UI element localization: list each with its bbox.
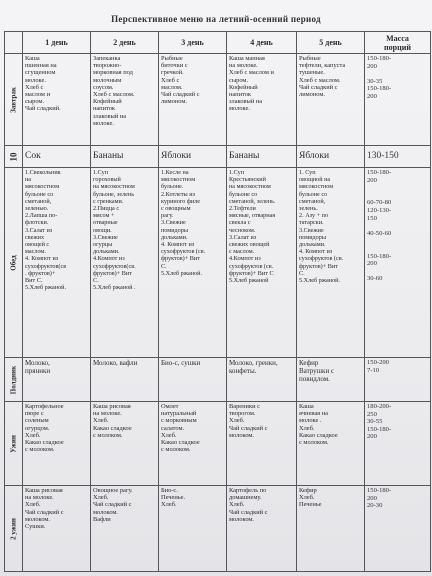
menu-cell: Рыбные тефтели, капуста тушеные. Хлеб с маслом. Чай сладкий с лимоном. [297, 54, 365, 146]
header-day-3: 3 день [159, 32, 227, 54]
menu-cell: Яблоки [159, 146, 227, 168]
mass-cell: 180-200- 250 30-55 150-180- 200 [365, 402, 431, 486]
menu-cell: Био-с. Печенье. Хлеб. [159, 486, 227, 572]
menu-cell: Вареники с творогом. Хлеб. Чай сладкий с молоком. [227, 402, 297, 486]
corner-cell [5, 32, 23, 54]
header-day-1: 1 день [23, 32, 91, 54]
row-lunch [5, 168, 431, 358]
header-day-5: 5 день [297, 32, 365, 54]
mass-cell: 130-150 [365, 146, 431, 168]
header-mass: Масса порций [365, 32, 431, 54]
menu-cell: Молоко, вафли [91, 358, 159, 402]
menu-cell: 1. Суп овощной на мясокостном бульоне со сметаной, зелень. 2. Азу + по татарски. 3.Свежие помидоры дольками. 4. Компот из сухофруктов (св. фруктов)+ Вит С. 5.Хлеб ржаной. [297, 168, 365, 358]
menu-cell: Запеканка творожно- морковная под молочным соусом. Хлеб с маслом. Кофейный напиток злаковый на молоке. [91, 54, 159, 146]
menu-cell: Рыбные биточки с гречкой. Хлеб с маслом. Чай сладкий с лимоном. [159, 54, 227, 146]
menu-cell: Молоко, пряники [23, 358, 91, 402]
mass-cell: 150-200 7-10 [365, 358, 431, 402]
menu-cell: Каша рисовая на молоке. Хлеб. Чай сладкий с молоком. Сушки. [23, 486, 91, 572]
row-second-dinner [5, 486, 431, 572]
row-label-afternoon-snack: Полдник [5, 358, 23, 402]
row-label-second-dinner: 2 ужин [5, 486, 23, 572]
menu-cell: Молоко, гренки, конфеты. [227, 358, 297, 402]
row-dinner [5, 402, 431, 486]
menu-table [4, 31, 431, 572]
menu-cell: Овощное рагу. Хлеб. Чай сладкий с молоком. Вафли [91, 486, 159, 572]
header-day-2: 2 день [91, 32, 159, 54]
menu-cell: 1.Свекольник на мясокостном бульоне со сметаной, зеленью. 2.Лапша по- флотски. 3.Салат из свежих овощей с маслом. 4. Компот из сухофруктов(св . фруктов)+ Вит С. 5.Хлеб ржаной. [23, 168, 91, 358]
menu-cell: Каша рисовая на молоке. Хлеб. Какао сладкое с молоком. [91, 402, 159, 486]
row-label-breakfast: Завтрак [5, 54, 23, 146]
menu-cell: Кефир Ватрушки с повидлом. [297, 358, 365, 402]
menu-cell: Кефир Хлеб. Печенье [297, 486, 365, 572]
menu-cell: Каша ячневая на молоке . Хлеб. Какао сладкое с молоком. [297, 402, 365, 486]
menu-cell: 1.Суп Крестьянский на мясокостном бульоне со сметаной, зелень. 2.Тефтели мясные, отварная свекла с чесноком. 3.Салат из свежих овощей с маслом. 4.Компот из сухофруктов (св. фруктов)+ Вит С 5.Хлеб ржаной [227, 168, 297, 358]
menu-cell: Каша манная на молоке. Хлеб с маслом и сыром. Кофейный напиток злаковый на молоке. [227, 54, 297, 146]
menu-cell: Картофель по домашнему. Хлеб. Чай сладкий с молоком. [227, 486, 297, 572]
row-label-lunch: Обед [5, 168, 23, 358]
row-label-dinner: Ужин [5, 402, 23, 486]
menu-cell: Картофельное пюре с соленым огурцом. Хлеб. Какао сладкое с молоком. [23, 402, 91, 486]
row-breakfast [5, 54, 431, 146]
header-row [5, 32, 431, 54]
mass-cell: 150-180- 200 20-30 [365, 486, 431, 572]
menu-cell: Бананы [91, 146, 159, 168]
menu-cell: Сок [23, 146, 91, 168]
menu-cell: 1.Суп гороховый на мясокостном бульоне, зелень с гренками. 2.Пицца с мясом + отварные овощи. 3.Свежие огурцы дольками. 4.Компот из сухофруктов(св. фруктов)+ Вит С. 5.Хлеб ржаной . [91, 168, 159, 358]
page-title: Перспективное меню на летний-осенний период [111, 14, 321, 24]
menu-cell: Каша пшенная на сгущенном молоке. Хлеб с маслом и сыром. Чай сладкий. [23, 54, 91, 146]
menu-cell: 1.Кесле на мясокостном бульоне. 2.Котлеты из куриного филе с овощным рагу. 3.Свежие помидоры дольками. 4. Компот из сухофруктов (св. фруктов)+ Вит С. 5.Хлеб ржаной. [159, 168, 227, 358]
mass-cell: 150-180- 200 30-35 150-180- 200 [365, 54, 431, 146]
row-snack-10 [5, 146, 431, 168]
row-afternoon-snack [5, 358, 431, 402]
row-label-10: 10 [5, 146, 23, 168]
mass-cell: 150-180- 200 60-70-80 120-130- 150 40-50-60 150-180- 200 30-60 [365, 168, 431, 358]
menu-cell: Био-с, сушки [159, 358, 227, 402]
menu-cell: Яблоки [297, 146, 365, 168]
header-day-4: 4 день [227, 32, 297, 54]
menu-cell: Бананы [227, 146, 297, 168]
menu-cell: Омлет натуральный с морковным салатом. Хлеб. Какао сладкое с молоком. [159, 402, 227, 486]
